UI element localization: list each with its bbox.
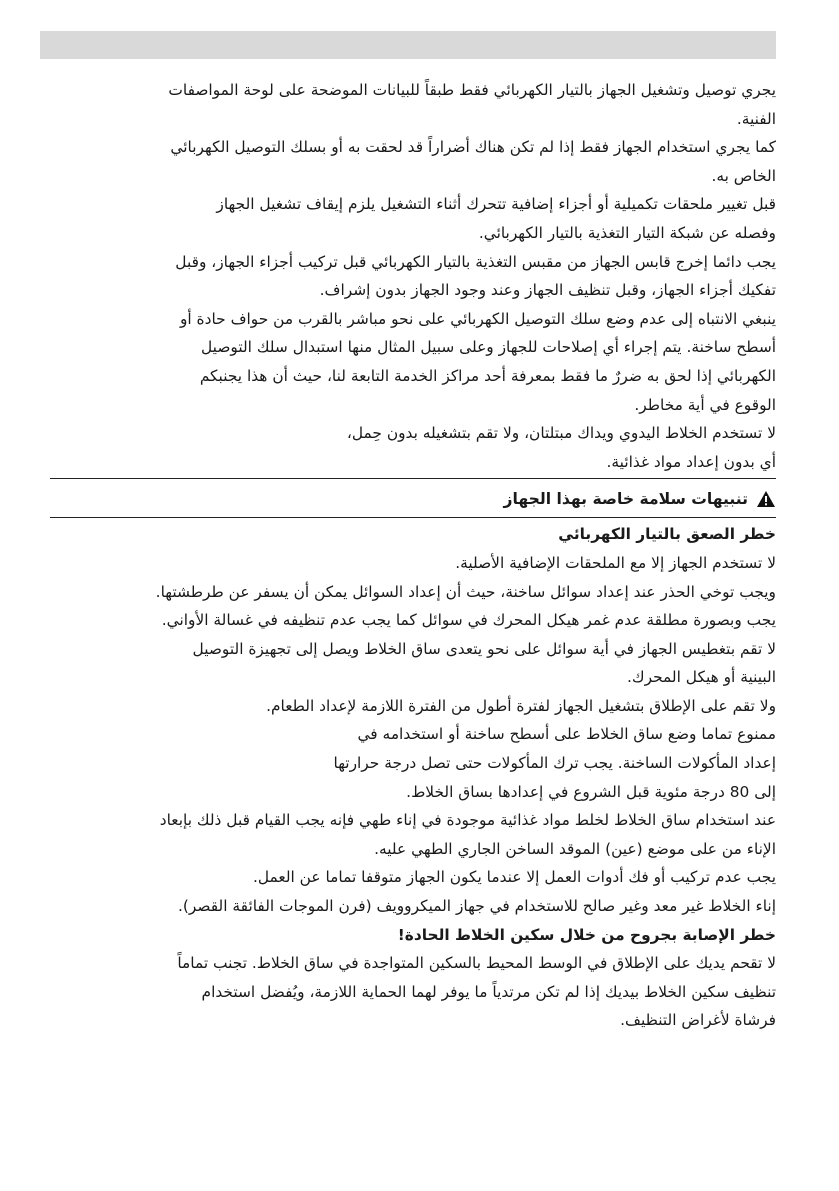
text-line: الفنية. [736, 109, 776, 128]
text-line: كما يجري استخدام الجهاز فقط إذا لم تكن هناك أضراراً قد لحقت به أو بسلك التوصيل الكهربائي [170, 138, 776, 157]
text-line: فرشاة لأغراض التنظيف. [620, 1011, 776, 1030]
text-line: أسطح ساخنة. يتم إجراء أي إصلاحات للجهاز وعلى سبيل المثال منها استبدال سلك التوصيل [201, 338, 776, 357]
text-line: ويجب توخي الحذر عند إعداد سوائل ساخنة، حيث أن إعداد السوائل يمكن أن يسفر عن طرطشتها. [155, 582, 776, 601]
text-line: لا تستخدم الخلاط اليدوي ويداك مبتلتان، ولا تقم بتشغيله بدون حِمل، [346, 424, 776, 443]
text-line: إلى 80 درجة مئوية قبل الشروع في إعدادها بساق الخلاط. [406, 782, 776, 801]
text-line: الإناء من على موضع (عين) الموقد الساخن الجاري الطهي عليه. [374, 839, 776, 858]
text-line: تنظيف سكين الخلاط بيديك إذا لم تكن مرتدياً ما يوفر لهما الحماية اللازمة، ويُفضل استخدام [201, 982, 776, 1001]
text-line: لا تقحم يديك على الإطلاق في الوسط المحيط بالسكين المتواجدة في ساق الخلاط. تجنب تماماً [177, 954, 776, 973]
text-line: يجب عدم تركيب أو فك أدوات العمل إلا عندما يكون الجهاز متوقفا تماما عن العمل. [252, 868, 776, 887]
electric-shock-section [50, 549, 776, 921]
warning-heading [50, 481, 776, 517]
heading-rule [50, 517, 776, 518]
header-bar [40, 31, 776, 59]
text-line: ممنوع تماما وضع ساق الخلاط على أسطح ساخنة أو استخدامه في [357, 725, 776, 744]
text-line: الخاص به. [711, 166, 776, 185]
text-line: ولا تقم على الإطلاق بتشغيل الجهاز لفترة أطول من الفترة اللازمة لإعداد الطعام. [266, 696, 776, 715]
text-line: ينبغي الانتباه إلى عدم وضع سلك التوصيل الكهربائي على نحو مباشر بالقرب من حواف حادة أو [179, 309, 776, 328]
text-line: عند استخدام ساق الخلاط لخلط مواد غذائية موجودة في إناء طهي فإنه يجب القيام قبل ذلك بإبعاد [159, 811, 776, 830]
text-line: البينية أو هيكل المحرك. [627, 668, 776, 687]
text-line: أي بدون إعداد مواد غذائية. [606, 452, 776, 471]
warning-title: تنبيهات سلامة خاصة بهذا الجهاز [503, 490, 748, 509]
text-line: الكهربائي إذا لحق به ضررٌ ما فقط بمعرفة أحد مراكز الخدمة التابعة لنا، حيث أن هذا يجنبكم [199, 366, 776, 385]
text-line: لا تستخدم الجهاز إلا مع الملحقات الإضافية الأصلية. [455, 553, 776, 572]
text-line: يجري توصيل وتشغيل الجهاز بالتيار الكهربائي فقط طبقاً للبيانات الموضحة على لوحة المواصفات [168, 81, 776, 99]
text-line: الوقوع في أية مخاطر. [634, 395, 776, 414]
general-safety-section [50, 76, 776, 476]
text-line: تفكيك أجزاء الجهاز، وقبل تنظيف الجهاز وعند وجود الجهاز بدون إشراف. [319, 281, 776, 300]
text-line: يجب دائما إخرج قابس الجهاز من مقبس التغذية بالتيار الكهربائي قبل تركيب أجزاء الجهاز، وقبل [175, 252, 776, 271]
text-line: لا تقم بتغطيس الجهاز في أية سوائل على نحو يتعدى ساق الخلاط ويصل إلى تجهيزة التوصيل [192, 639, 776, 658]
cut-hazard-heading: خطر الإصابة بجروح من خلال سكين الخلاط الحادة! [397, 925, 776, 944]
text-line: يجب وبصورة مطلقة عدم غمر هيكل المحرك في سوائل كما يجب عدم تنظيفه في غسالة الأواني. [161, 611, 776, 630]
section-divider [50, 478, 776, 479]
cut-hazard-section [50, 949, 776, 1035]
document-body [50, 76, 776, 1035]
warning-triangle-icon [756, 490, 776, 508]
electric-shock-heading: خطر الصعق بالتيار الكهربائي [558, 525, 776, 544]
text-line: إعداد المأكولات الساخنة. يجب ترك المأكولات حتى تصل درجة حرارتها [333, 754, 776, 773]
text-line: وفصله عن شبكة التيار التغذية بالتيار الكهربائي. [478, 223, 776, 242]
text-line: إناء الخلاط غير معد وغير صالح للاستخدام في جهاز الميكروويف (فرن الموجات الفائقة القصر). [178, 897, 776, 916]
text-line: قبل تغيير ملحقات تكميلية أو أجزاء إضافية تتحرك أثناء التشغيل يلزم إيقاف تشغيل الجهاز [216, 195, 776, 214]
